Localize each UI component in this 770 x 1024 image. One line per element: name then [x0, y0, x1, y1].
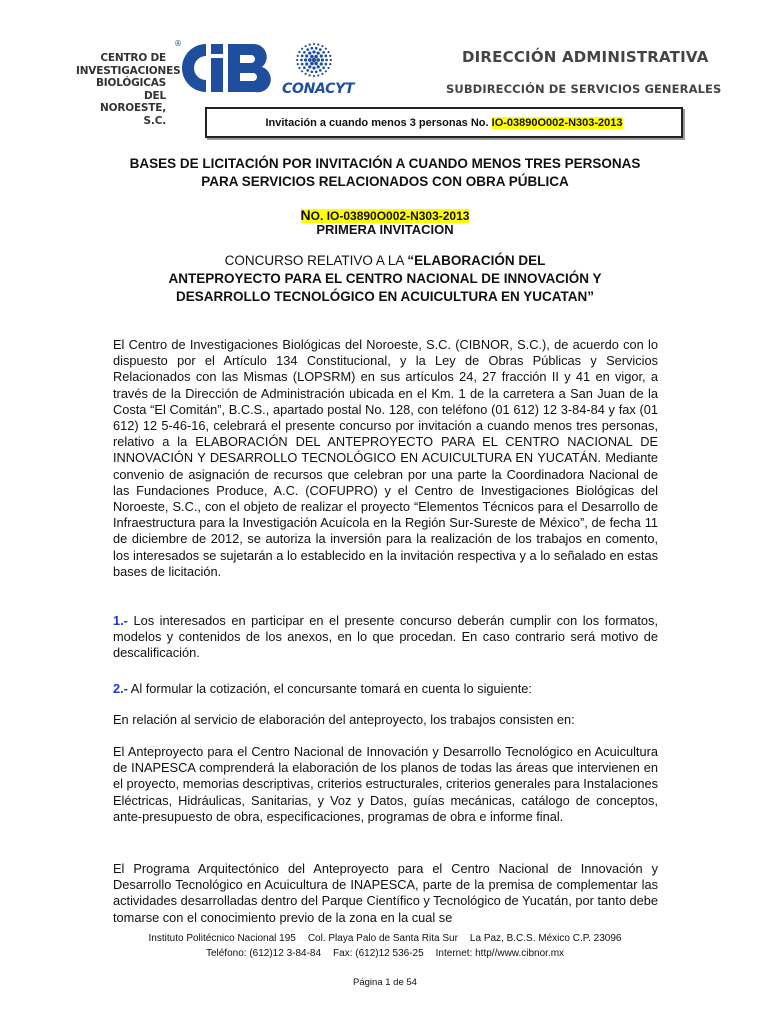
logo-dot	[310, 47, 313, 50]
item-2-number: 2.-	[113, 681, 128, 696]
invitation-number-line: NO. IO-03890O002-N303-2013	[300, 207, 470, 223]
logo-dot	[301, 70, 303, 72]
logo-dot	[319, 69, 322, 72]
logo-dot	[317, 51, 320, 54]
logo-dot	[330, 59, 332, 61]
logo-dot	[312, 50, 315, 53]
logo-dot	[321, 73, 323, 75]
logo-dot	[303, 51, 306, 54]
cib-logo	[174, 38, 280, 96]
logo-dot	[315, 47, 318, 50]
logo-dot	[301, 48, 303, 50]
invitation-label: Invitación a cuando menos 3 personas No.	[265, 117, 492, 129]
logo-dot	[324, 55, 327, 58]
logo-dot	[298, 51, 300, 53]
logo-dot	[297, 63, 299, 65]
invitation-box	[205, 107, 683, 138]
footer-address: Instituto Politécnico Nacional 195 Col. Playa Palo de Santa Rita Sur La Paz, B.C.S. México C.P. 23096	[148, 933, 622, 944]
logo-dot	[296, 59, 298, 61]
logo-dot	[325, 59, 328, 62]
concurso-title: CONCURSO RELATIVO A LA “ELABORACIÓN DEL ANTEPROYECTO PARA EL CENTRO NACIONAL DE INNOVACIÓN Y DESARROLLO TECNOLÓGICO EN ACUICULTURA EN YUCATAN”	[168, 253, 602, 304]
logo-dot	[321, 45, 323, 47]
logo-dot	[329, 63, 331, 65]
logo-dot	[319, 48, 322, 51]
anteproyecto-paragraph: El Anteproyecto para el Centro Nacional de Innovación y Desarrollo Tecnológico en Acuicultura de INAPESCA comprenderá la elaboración de los planos de todas las áreas que intervienen en el proyecto, memorias descriptivas, criterios estructurales, criterios generales para Instalaciones Eléctricas, Hidráulicas, Sanitarias, y Voz y Datos, guías mecánicas, catálogo de conceptos, ante-presupuesto de obra, especificaciones, programas de obra e informe final.	[113, 744, 658, 824]
logo-dot	[320, 54, 323, 57]
logo-dot	[314, 62, 318, 66]
item-1-number: 1.-	[113, 613, 128, 628]
logo-dot	[305, 62, 308, 65]
direction-title: DIRECCIÓN ADMINISTRATIVA	[462, 48, 709, 66]
item-1-paragraph: 1.- Los interesados en participar en el presente concurso deberán cumplir con los formatos, modelos y contenidos de los anexos, en lo que procedan. En caso contrario será motivo de descalificación.	[113, 613, 658, 661]
logo-dot	[301, 63, 304, 66]
logo-dot	[305, 45, 307, 47]
logo-dot	[308, 58, 312, 62]
logo-dot	[306, 69, 309, 72]
conacyt-logo-icon	[288, 40, 340, 82]
page-number: Página 1 de 54	[353, 977, 417, 988]
logo-dot	[322, 66, 325, 69]
logo-dot	[327, 67, 329, 69]
item-2-paragraph: 2.- Al formular la cotización, el concursante tomará en cuenta lo siguiente:	[113, 681, 532, 696]
programa-paragraph: El Programa Arquitectónico del Anteproyecto para el Centro Nacional de Innovación y Desarrollo Tecnológico en Acuicultura de INAPESCA, parte de la premisa de complementar las actividades desarrolladas dentro del Parque Científico y Tecnológico de Yucatán, por tanto debe tomarse con el conocimiento previo de la zona en la cual se	[113, 861, 658, 925]
invitation-number: IO-03890O002-N303-2013	[491, 117, 623, 129]
logo-dot	[308, 51, 311, 54]
logo-dot	[316, 58, 320, 62]
logo-dot	[301, 55, 304, 58]
document-title: BASES DE LICITACIÓN POR INVITACIÓN A CUANDO MENOS TRES PERSONAS PARA SERVICIOS RELACIONADOS CON OBRA PÚBLICA	[129, 156, 641, 189]
logo-dot	[312, 58, 316, 62]
footer-contact: Teléfono: (612)12 3-84-84 Fax: (612)12 536-25 Internet: http//www.cibnor.mx	[205, 948, 565, 959]
logo-dot	[317, 43, 319, 45]
institution-name: CENTRO DE INVESTIGACIONES BIOLÓGICAS DEL NOROESTE, S.C.	[76, 52, 181, 127]
conacyt-wordmark: CONACYT	[282, 81, 355, 97]
logo-dot	[312, 66, 315, 69]
logo-dot	[305, 54, 308, 57]
logo-dot	[313, 75, 315, 77]
logo-dot	[313, 43, 315, 45]
logo-dot	[327, 51, 329, 53]
logo-dot	[305, 73, 307, 75]
registered-mark: ®	[174, 39, 182, 48]
logo-dot	[324, 63, 327, 66]
logo-dot	[310, 55, 314, 59]
logo-dot	[310, 70, 313, 73]
logo-dot	[298, 67, 300, 69]
logo-dot	[297, 55, 299, 57]
logo-dot	[300, 59, 303, 62]
primera-invitacion: PRIMERA INVITACION	[316, 222, 454, 237]
logo-dot	[303, 66, 306, 69]
intro-paragraph: El Centro de Investigaciones Biológicas del Noroeste, S.C. (CIBNOR, S.C.), de acuerdo con lo dispuesto por el Artículo 134 Constitucional, y la Ley de Obras Públicas y Servicios Relacionados con las Mismas (LOPSRM) en sus artículos 24, 27 fracción II y 41 en vigor, a través de la Dirección de Administración ubicada en el Km. 1 de la carretera a San Juan de la Costa “El Comitán”, B.C.S., apartado postal No. 128, con teléfono (01 612) 12 3-84-84 y fax (01 612) 12 5-46-16, celebrará el presente concurso por invitación a cuando menos tres personas, relativo a la ELABORACIÓN DEL ANTEPROYECTO PARA EL CENTRO NACIONAL DE INNOVACIÓN Y DESARROLLO TECNOLÓGICO EN ACUICULTURA EN YUCATÁN. Mediante convenio de asignación de recursos que celebran por una parte la Coordinadora Nacional de las Fundaciones Produce, A.C. (COFUPRO) y el Centro de Investigaciones Biológicas del Noroeste, S.C., con el objeto de realizar el proyecto “Elementos Técnicos para el Desarrollo de Infraestructura para la Investigación Acuícola en la Región Sur-Sureste de México”, de fecha 11 de diciembre de 2012, se autoriza la inversión para la realización de los trabajos en comento, los interesados se sujetarán a lo establecido en la invitación respectiva y a lo señalado en estas bases de licitación.	[113, 337, 658, 579]
logo-dot	[322, 51, 325, 54]
logo-dot	[317, 65, 320, 68]
logo-dot	[320, 62, 323, 65]
logo-dot	[317, 74, 319, 76]
logo-dot	[304, 58, 307, 61]
logo-dot	[306, 48, 309, 51]
logo-dot	[309, 74, 311, 76]
logo-dot	[325, 48, 327, 50]
logo-dot	[310, 62, 314, 66]
logo-dot	[325, 70, 327, 72]
logo-dot	[314, 55, 318, 59]
logo-dot	[308, 65, 311, 68]
logo-dot	[329, 55, 331, 57]
logo-dot	[321, 58, 324, 61]
logo-dot	[309, 43, 311, 45]
logo-dot	[315, 70, 318, 73]
subdirection-title: SUBDIRECCIÓN DE SERVICIOS GENERALES	[446, 82, 722, 96]
works-paragraph: En relación al servicio de elaboración del anteproyecto, los trabajos consisten en:	[113, 712, 575, 727]
